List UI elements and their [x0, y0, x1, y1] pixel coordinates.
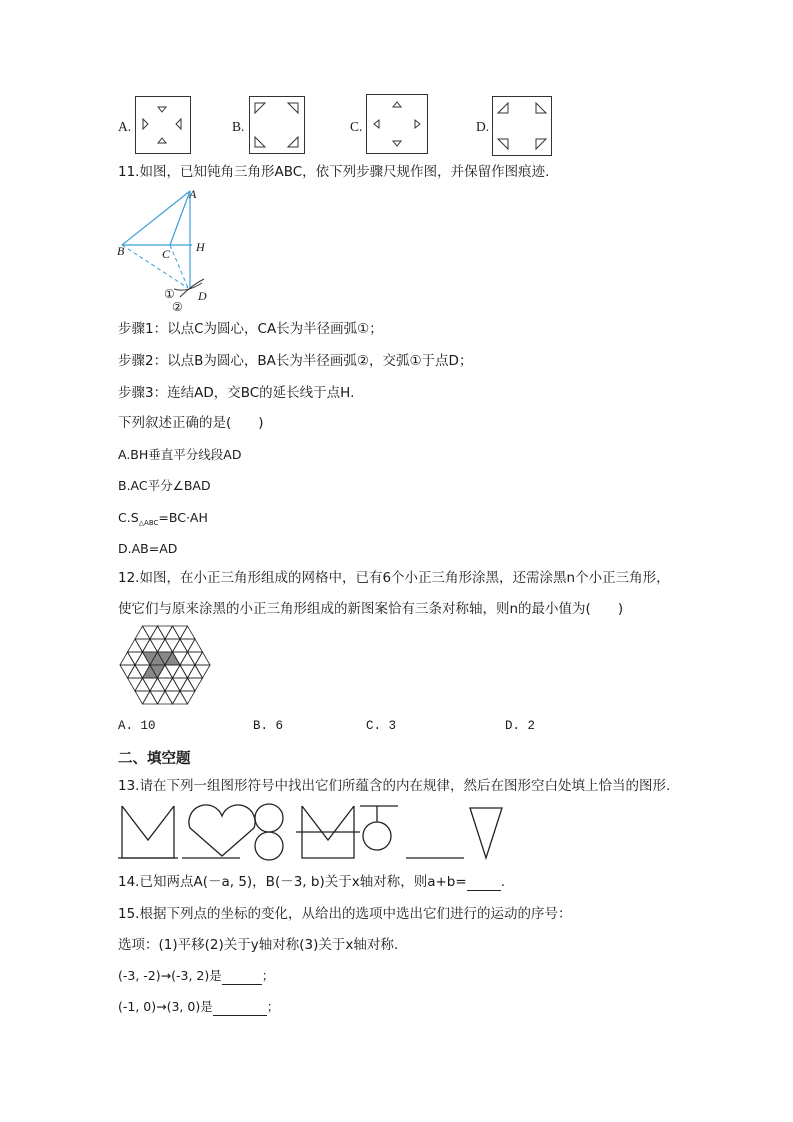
grid-triangle — [120, 652, 135, 665]
q12-option-b: B. 6 — [253, 719, 284, 733]
q13-symbol-sequence — [118, 802, 518, 864]
q11-label-arc2: ② — [172, 300, 183, 314]
grid-triangle — [165, 626, 180, 639]
grid-triangle — [173, 691, 188, 704]
grid-triangle — [188, 678, 203, 691]
q12-option-a: A. 10 — [118, 719, 156, 733]
q11-option-c-sub: △ABC — [138, 519, 159, 527]
q11-label-h: H — [196, 240, 205, 254]
q11-label-c: C — [162, 247, 171, 261]
q10-option-b-figure — [249, 96, 305, 154]
grid-triangle — [180, 691, 195, 704]
q10-figure-d-triangles — [493, 97, 551, 155]
grid-triangle — [135, 639, 150, 652]
grid-triangle — [143, 691, 158, 704]
grid-triangle — [173, 665, 188, 678]
grid-triangle — [165, 665, 180, 678]
q15-line2-blank[interactable] — [213, 1001, 267, 1016]
q10-option-c-letter: C. — [350, 119, 363, 134]
q13-symbol-4 — [296, 806, 360, 858]
q15-line1-blank[interactable] — [222, 970, 262, 985]
grid-triangle — [128, 665, 143, 678]
q12-stem-line1: 12.如图，在小正三角形组成的网格中，已有6个小正三角形涂黑，还需涂黑n个小正三角形， — [118, 570, 670, 586]
q15-choices: 选项：(1)平移(2)关于y轴对称(3)关于x轴对称. — [118, 937, 399, 953]
grid-triangle — [180, 665, 195, 678]
q11-option-b: B.AC平分∠BAD — [118, 478, 211, 493]
q12-stem-line2: 使它们与原来涂黑的小正三角形组成的新图案恰有三条对称轴，则n的最小值为( ) — [118, 601, 624, 617]
grid-triangle — [180, 626, 195, 639]
grid-triangle — [158, 626, 173, 639]
grid-triangle — [120, 665, 135, 678]
q15-line1-tail: ； — [261, 968, 275, 983]
grid-triangle — [128, 639, 143, 652]
grid-triangle — [158, 639, 173, 652]
q11-step-2: 步骤2：以点B为圆心，BA长为半径画弧②，交弧①于点D； — [118, 353, 473, 369]
grid-triangle — [180, 678, 195, 691]
q10-figure-a-triangles — [136, 97, 190, 153]
grid-triangle — [143, 639, 158, 652]
grid-triangle — [180, 639, 195, 652]
grid-triangle — [188, 652, 203, 665]
q13-stem: 13.请在下列一组图形符号中找出它们所蕴含的内在规律，然后在图形空白处填上恰当的图形. — [118, 778, 671, 794]
grid-triangle — [188, 639, 203, 652]
grid-triangle — [128, 678, 143, 691]
grid-triangle — [173, 639, 188, 652]
grid-triangle — [195, 652, 210, 665]
grid-triangle — [135, 626, 150, 639]
q11-step-1: 步骤1：以点C为圆心，CA长为半径画弧①； — [118, 321, 383, 337]
q11-stem: 11.如图，已知钝角三角形ABC，依下列步骤尺规作图，并保留作图痕迹. — [118, 164, 550, 180]
q11-option-a: A.BH垂直平分线段AD — [118, 447, 242, 462]
q14-text: 14.已知两点A(－a, 5)，B(－3, b)关于x轴对称，则a+b= — [118, 874, 467, 890]
q14-tail: . — [500, 874, 505, 890]
q11-option-c-rest: =BC·AH — [158, 510, 208, 525]
q15-line1-text: (-3, -2)→(-3, 2)是 — [118, 968, 222, 983]
q11-step-3: 步骤3：连结AD，交BC的延长线于点H. — [118, 385, 355, 401]
grid-triangle — [165, 639, 180, 652]
grid-triangle — [165, 678, 180, 691]
q10-option-d-figure — [492, 96, 552, 156]
q13-symbol-6 — [470, 808, 502, 858]
grid-triangle — [135, 678, 150, 691]
q15-line2-text: (-1, 0)→(3, 0)是 — [118, 999, 213, 1014]
q12-option-d: D. 2 — [505, 719, 536, 733]
q10-option-c-figure — [366, 94, 428, 154]
q10-option-a-letter: A. — [118, 119, 132, 134]
q14-stem — [118, 873, 505, 891]
grid-triangle — [165, 691, 180, 704]
grid-triangle — [150, 639, 165, 652]
q14-answer-blank[interactable] — [467, 876, 501, 891]
q11-label-a: A — [189, 187, 197, 201]
q11-option-d: D.AB=AD — [118, 541, 178, 556]
grid-triangle — [195, 665, 210, 678]
grid-triangle — [173, 626, 188, 639]
grid-triangle — [158, 691, 173, 704]
q11-option-c-main: C.S — [118, 510, 139, 525]
q15-stem: 15.根据下列点的坐标的变化，从给出的选项中选出它们进行的运动的序号： — [118, 906, 572, 922]
q10-figure-c-triangles — [367, 95, 427, 153]
section-title-fill-blank: 二、填空题 — [118, 751, 191, 767]
grid-triangle — [143, 678, 158, 691]
q11-label-arc1: ① — [164, 287, 175, 301]
q15-line2 — [118, 998, 279, 1016]
q10-option-a-figure — [135, 96, 191, 154]
q12-option-c: C. 3 — [366, 719, 397, 733]
grid-triangle — [158, 678, 173, 691]
q15-line1 — [118, 967, 274, 985]
grid-triangle — [180, 652, 195, 665]
grid-triangle — [128, 652, 143, 665]
q13-symbol-5 — [360, 806, 398, 850]
q13-symbol-1 — [118, 806, 178, 858]
q11-label-b: B — [117, 244, 125, 258]
grid-triangle — [188, 665, 203, 678]
grid-triangle — [143, 626, 158, 639]
q13-symbol-3 — [255, 804, 283, 860]
grid-triangle — [150, 691, 165, 704]
q11-question: 下列叙述正确的是( ) — [118, 415, 264, 431]
grid-triangle — [173, 678, 188, 691]
q13-symbol-2 — [182, 805, 255, 858]
q12-hexagon-grid — [120, 626, 210, 706]
q15-line2-tail: ； — [266, 999, 280, 1014]
grid-triangle — [135, 691, 150, 704]
grid-triangle — [150, 626, 165, 639]
q10-figure-b-triangles — [250, 97, 304, 153]
q10-option-d-letter: D. — [476, 119, 490, 134]
q11-option-c — [118, 509, 208, 529]
grid-triangle — [150, 678, 165, 691]
q10-option-b-letter: B. — [232, 119, 245, 134]
q11-label-d: D — [198, 289, 207, 303]
